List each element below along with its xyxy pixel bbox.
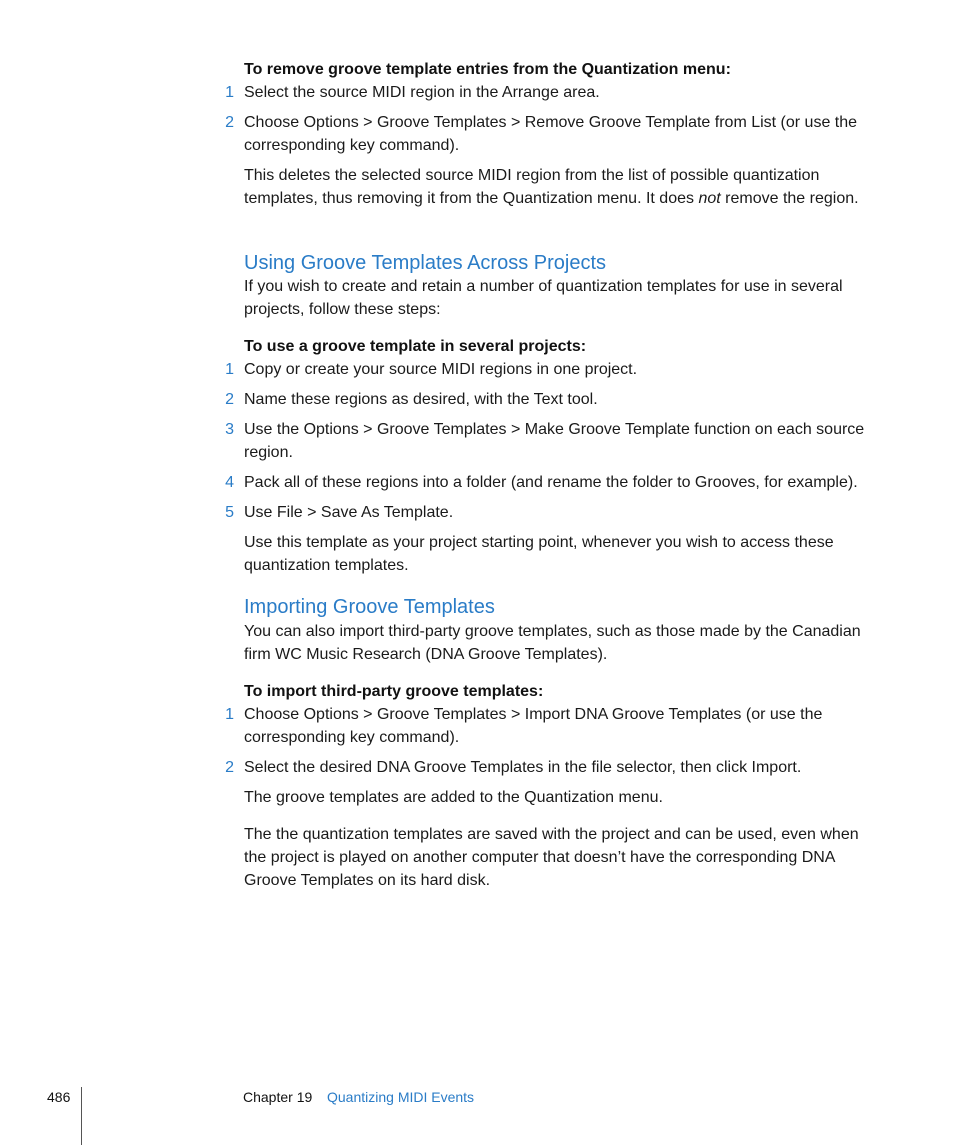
step-number: 4 xyxy=(225,474,234,491)
step-text: Use File > Save As Template. xyxy=(244,504,454,521)
step-number: 2 xyxy=(225,759,234,776)
footer-chapter-title: Quantizing MIDI Events xyxy=(327,1089,475,1105)
step-text: Select the source MIDI region in the Arrange area. xyxy=(244,84,600,101)
note-text: remove the region. xyxy=(720,190,859,207)
step-number: 2 xyxy=(225,114,234,131)
procedure-title-importing: To import third-party groove templates: xyxy=(244,683,544,700)
step-text: Use the Options > Groove Templates > Make Groove Template function on each source region. xyxy=(244,421,865,461)
step-number: 3 xyxy=(225,421,234,438)
note-paragraph-remove xyxy=(244,164,874,210)
footer-divider xyxy=(81,1087,82,1145)
note-text: This deletes the selected source MIDI region from the list of possible quantization templates, thus removing it from the Quantization menu. It does xyxy=(244,167,820,207)
footer-chapter-label: Chapter 19 xyxy=(243,1089,313,1105)
note-paragraph-importing-2: The the quantization templates are saved with the project and can be used, even when the project is played on another computer that doesn’t have the corresponding DNA Groove Templates on its hard disk. xyxy=(244,826,859,889)
step-number: 1 xyxy=(225,706,234,723)
procedure-title-remove: To remove groove template entries from the Quantization menu: xyxy=(244,61,731,78)
page-number: 486 xyxy=(47,1089,71,1105)
note-paragraph-across: Use this template as your project starting point, whenever you wish to access these quantization templates. xyxy=(244,534,834,574)
step-text: Choose Options > Groove Templates > Remove Groove Template from List (or use the corresponding key command). xyxy=(244,114,858,154)
note-paragraph-importing-1: The groove templates are added to the Quantization menu. xyxy=(244,789,663,806)
intro-paragraph-importing: You can also import third-party groove templates, such as those made by the Canadian firm WC Music Research (DNA Groove Templates). xyxy=(244,623,861,663)
step-text: Choose Options > Groove Templates > Import DNA Groove Templates (or use the corresponding key command). xyxy=(244,706,823,746)
section-heading-across-projects: Using Groove Templates Across Projects xyxy=(244,252,607,274)
step-text: Copy or create your source MIDI regions in one project. xyxy=(244,361,638,378)
step-text: Name these regions as desired, with the Text tool. xyxy=(244,391,598,408)
intro-paragraph-across: If you wish to create and retain a number of quantization templates for use in several projects, follow these steps: xyxy=(244,278,843,318)
note-emphasis: not xyxy=(698,190,721,207)
section-heading-importing: Importing Groove Templates xyxy=(244,596,495,618)
step-number: 1 xyxy=(225,84,234,101)
step-number: 1 xyxy=(225,361,234,378)
step-text: Pack all of these regions into a folder (and rename the folder to Grooves, for example). xyxy=(244,474,858,491)
step-number: 5 xyxy=(225,504,234,521)
procedure-title-across: To use a groove template in several projects: xyxy=(244,338,587,355)
step-text: Select the desired DNA Groove Templates in the file selector, then click Import. xyxy=(244,759,802,776)
step-number: 2 xyxy=(225,391,234,408)
